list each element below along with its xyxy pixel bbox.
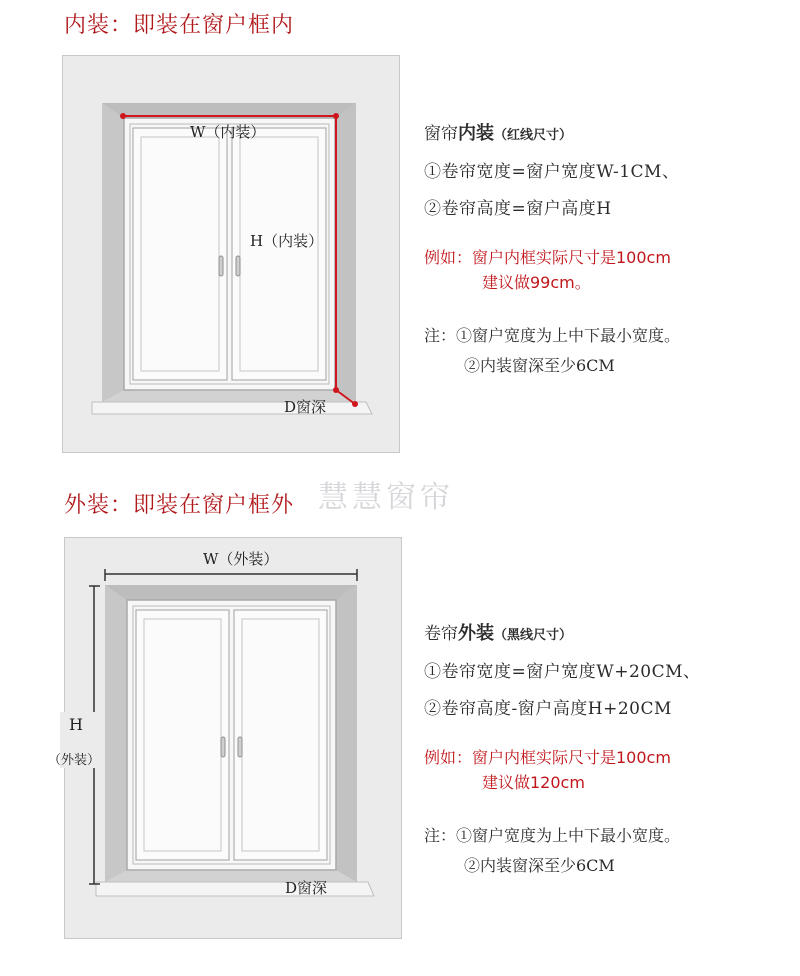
outer-example: [424, 745, 784, 795]
outer-info-block: [424, 619, 784, 881]
inner-section-title: 内装：即装在窗户框内: [64, 13, 295, 38]
outer-right-handle: [238, 737, 242, 757]
outer-heading-small: （黑线尺寸）: [494, 628, 573, 643]
outer-depth-label: D窗深: [285, 879, 328, 897]
outer-height-label: H: [69, 715, 83, 734]
outer-note-line2: ②内装窗深至少6CM: [464, 856, 615, 875]
inner-depth-label: D窗深: [284, 398, 327, 416]
outer-width-label: W（外装）: [203, 550, 279, 568]
inner-heading-small: （红线尺寸）: [494, 128, 573, 143]
outer-left-sash: [136, 610, 229, 860]
outer-height-sublabel: （外装）: [48, 753, 101, 768]
inner-height-label: H（内装）: [250, 232, 324, 250]
inner-width-label: W（内装）: [190, 123, 266, 141]
outer-section-title: 外装：即装在窗户框外: [64, 493, 295, 518]
outer-info-heading: [424, 619, 784, 645]
inner-heading-main: 窗帘: [424, 124, 458, 144]
outer-note-line1: 注：①窗户宽度为上中下最小宽度。: [424, 826, 681, 845]
outer-example-line1: 例如：窗户内框实际尺寸是100cm: [424, 748, 671, 767]
outer-heading-main: 卷帘: [424, 624, 458, 644]
outer-left-handle: [221, 737, 225, 757]
outer-right-sash: [234, 610, 327, 860]
inner-note-line1: 注：①窗户宽度为上中下最小宽度。: [424, 326, 681, 345]
inner-note-line2: ②内装窗深至少6CM: [464, 356, 615, 375]
outer-heading-bold: 外装: [458, 623, 494, 644]
outer-note: [424, 821, 784, 881]
inner-rule-height: ②卷帘高度=窗户高度H: [424, 199, 612, 219]
inner-example-line1: 例如：窗户内框实际尺寸是100cm: [424, 248, 671, 267]
inner-heading-bold: 内装: [458, 123, 494, 144]
outer-example-line2: 建议做120cm: [482, 773, 585, 792]
outer-rule-height: ②卷帘高度-窗户高度H+20CM: [424, 699, 672, 719]
inner-example-line2: 建议做99cm。: [482, 273, 591, 292]
brand-watermark: 慧慧窗帘: [318, 480, 454, 515]
inner-rule-width: ①卷帘宽度=窗户宽度W-1CM、: [424, 162, 680, 182]
outer-window-sill: [96, 882, 374, 896]
outer-rule-width: ①卷帘宽度=窗户宽度W+20CM、: [424, 662, 701, 682]
